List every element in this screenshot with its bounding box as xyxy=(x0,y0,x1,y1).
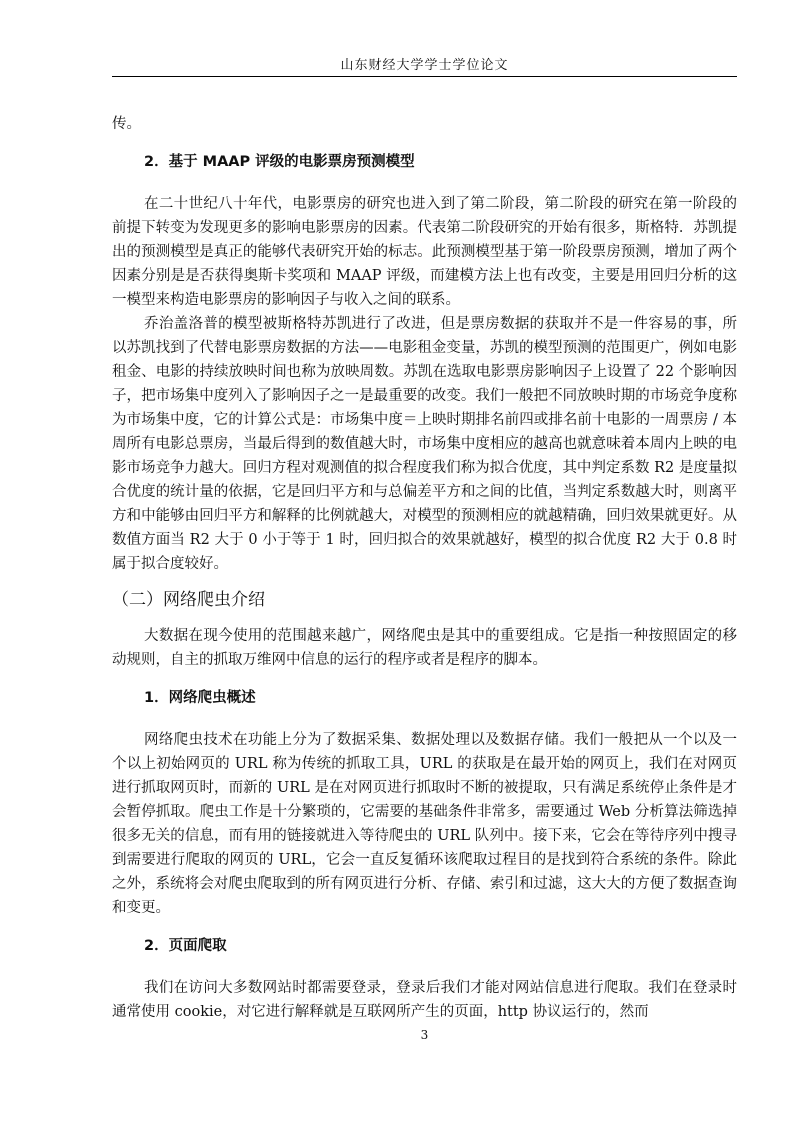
paragraph: 在二十世纪八十年代，电影票房的研究也进入到了第二阶段，第二阶段的研究在第一阶段的前提下转变为发现更多的影响电影票房的因素。代表第二阶段研究的开始有很多，斯格特．苏凯提出的预测模型是真正的能够代表研究开始的标志。此预测模型基于第一阶段票房预测，增加了两个因素分别是是否获得奥斯卡奖项和 MAAP 评级，而建模方法上也有改变，主要是用回归分析的这一模型来构造电影票房的影响因子与收入之间的联系。 xyxy=(112,196,737,308)
section-heading-crawler-overview: 1．网络爬虫概述 xyxy=(144,690,256,706)
section-heading-page-crawl: 2．页面爬取 xyxy=(144,938,227,954)
paragraph: 乔治盖洛普的模型被斯格特苏凯进行了改进，但是票房数据的获取并不是一件容易的事，所以苏凯找到了代替电影票房数据的方法——电影租金变量，苏凯的模型预测的范围更广，例如电影租金、电影的持续放映时间也称为放映周数。苏凯在选取电影票房影响因子上设置了 22 个影响因子，把市场集中度列入了影响因子之一是最重要的改变。我们一般把不同放映时期的市场竞争度称为市场集中度，它的计算公式是：市场集中度＝上映时期排名前四或排名前十电影的一周票房 / 本周所有电影总票房，当最后得到的数值越大时，市场集中度相应的越高也就意味着本周内上映的电影市场竞争力越大。回归方程对观测值的拟合程度我们称为拟合优度，其中判定系数 R2 是度量拟合优度的统计量的依据，它是回归平方和与总偏差平方和之间的比值，当判定系数越大时，则离平方和中能够由回归平方和解释的比例就越大，对模型的预测相应的就越精确，回归效果就更好。从数值方面当 R2 大于 0 小于等于 1 时，回归拟合的效果就越好，模型的拟合优度 R2 大于 0.8 时属于拟合度较好。 xyxy=(112,316,737,572)
header-rule xyxy=(112,76,737,77)
paragraph-continuation: 传。 xyxy=(112,116,141,132)
paragraph: 大数据在现今使用的范围越来越广，网络爬虫是其中的重要组成。它是指一种按照固定的移动规则，自主的抓取万维网中信息的运行的程序或者是程序的脚本。 xyxy=(112,628,737,668)
paragraph: 网络爬虫技术在功能上分为了数据采集、数据处理以及数据存储。我们一般把从一个以及一个以上初始网页的 URL 称为传统的抓取工具，URL 的获取是在最开始的网页上，我们在对网页进行抓取网页时，而新的 URL 是在对网页进行抓取时不断的被提取，只有满足系统停止条件是才会暂停抓取。爬虫工作是十分繁琐的，它需要的基础条件非常多，需要通过 Web 分析算法筛选掉很多无关的信息，而有用的链接就进入等待爬虫的 URL 队列中。接下来，它会在等待序列中搜寻到需要进行爬取的网页的 URL，它会一直反复循环该爬取过程目的是找到符合系统的条件。除此之外，系统将会对爬虫爬取到的所有网页进行分析、存储、索引和过滤，这大大的方便了数据查询和变更。 xyxy=(112,732,737,916)
page-number: 3 xyxy=(420,1028,429,1042)
page-body xyxy=(112,112,737,1024)
section-heading-maap: 2．基于 MAAP 评级的电影票房预测模型 xyxy=(144,154,415,170)
running-header: 山东财经大学学士学位论文 xyxy=(340,58,509,73)
paragraph: 我们在访问大多数网站时都需要登录，登录后我们才能对网站信息进行爬取。我们在登录时通常使用 cookie，对它进行解释就是互联网所产生的页面，http 协议运行的，然而 xyxy=(112,980,737,1020)
section-heading-crawler: （二）网络爬虫介绍 xyxy=(112,590,265,610)
